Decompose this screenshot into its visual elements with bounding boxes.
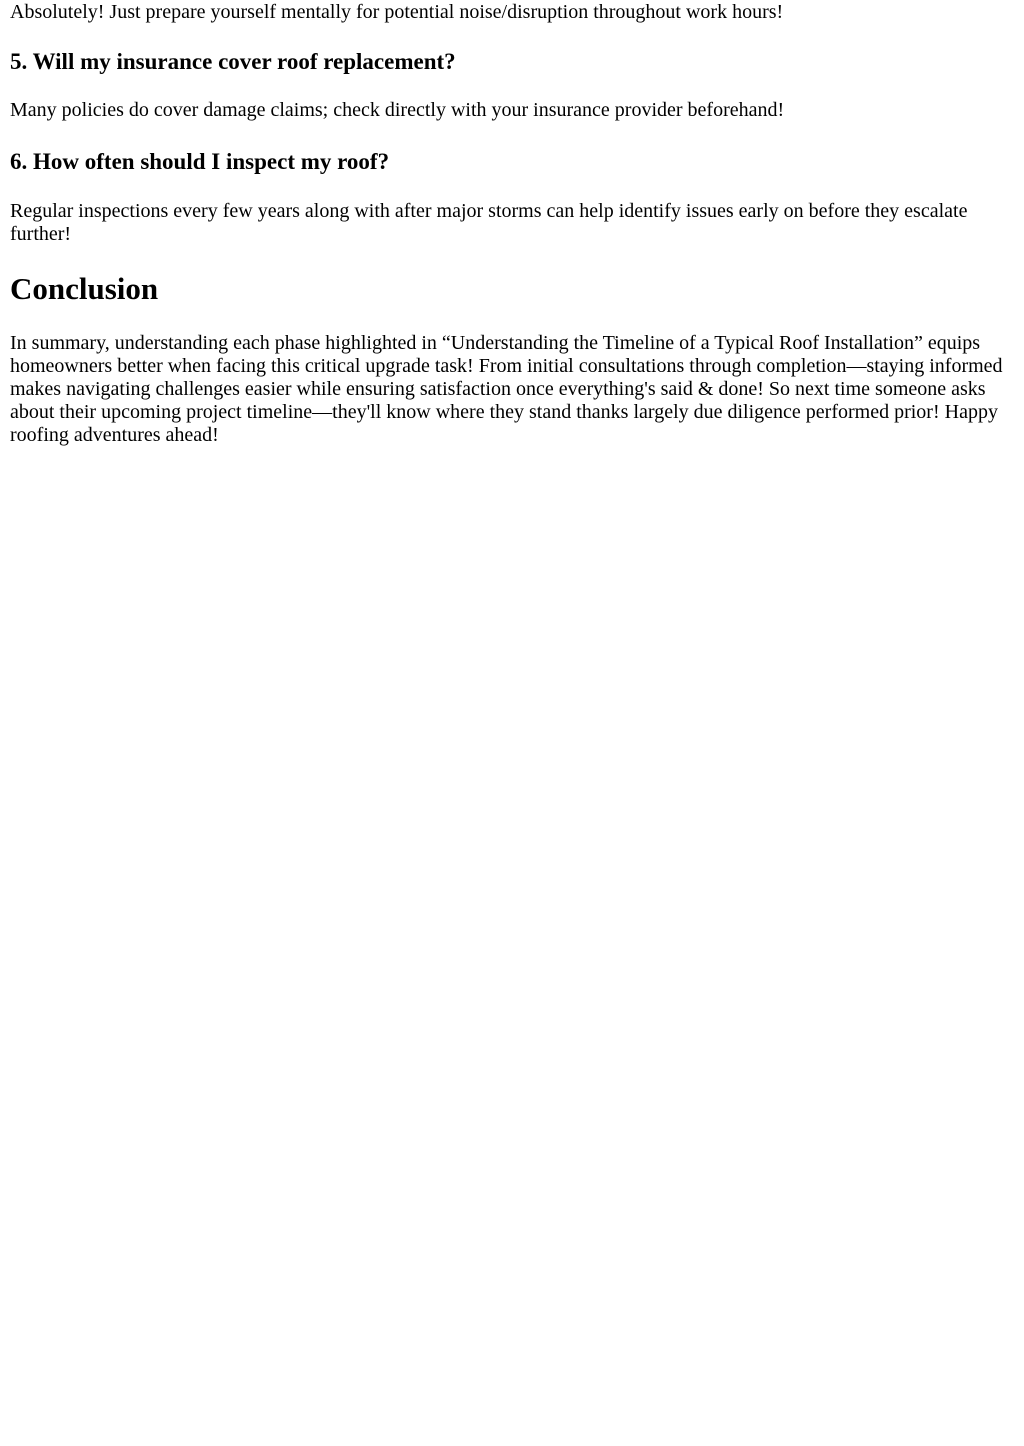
faq-answer-5: Many policies do cover damage claims; check directly with your insurance provider beforehand!: [10, 99, 785, 121]
faq-answer-6: Regular inspections every few years along with after major storms can help identify issues early on before they escalate further!: [10, 200, 968, 245]
faq-answer-4: Absolutely! Just prepare yourself mentally for potential noise/disruption throughout work hours!: [10, 1, 784, 23]
conclusion-paragraph: In summary, understanding each phase highlighted in “Understanding the Timeline of a Typical Roof Installation” equips homeowners better when facing this critical upgrade task! From initial consultations through completion—staying informed makes navigating challenges easier while ensuring satisfaction once everything's said & done! So next time someone asks about their upcoming project timeline—they'll know where they stand thanks largely due diligence performed prior! Happy roofing adventures ahead!: [10, 332, 1003, 446]
conclusion-heading: Conclusion: [10, 271, 159, 306]
faq-question-6: 6. How often should I inspect my roof?: [10, 149, 390, 174]
faq-question-5: 5. Will my insurance cover roof replacement?: [10, 49, 456, 74]
